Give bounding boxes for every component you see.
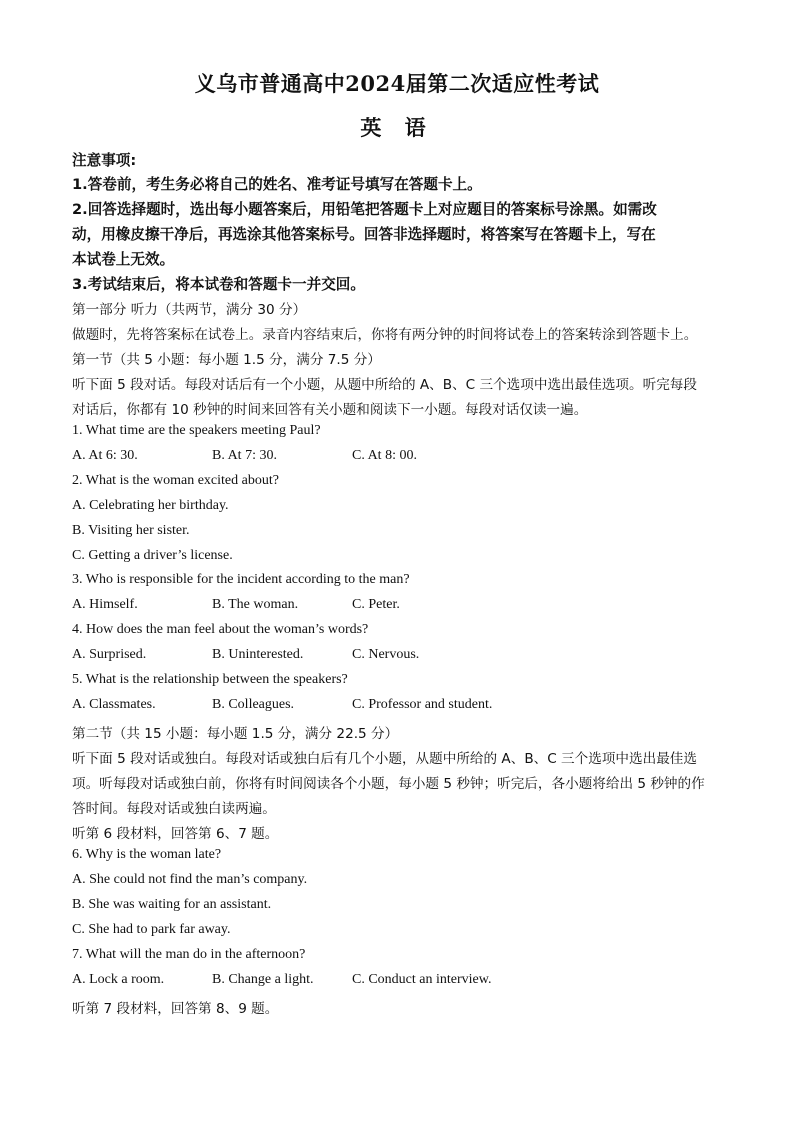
question-1-option-a: A. At 6: 30. <box>72 448 138 463</box>
question-1-option-b: B. At 7: 30. <box>212 448 277 463</box>
material-7-note: 听第 7 段材料，回答第 8、9 题。 <box>72 1001 279 1017</box>
question-4-option-a: A. Surprised. <box>72 647 147 662</box>
question-4-option-c: C. Nervous. <box>352 647 420 662</box>
section1-instruction: 听下面 5 段对话。每段对话后有一个小题，从题中所给的 A、B、C 三个选项中选出最佳选项。听完每段 <box>72 377 697 393</box>
question-6-option-a: A. She could not find the man’s company. <box>72 872 308 887</box>
notice-item: 3.考试结束后，将本试卷和答题卡一并交回。 <box>72 276 365 293</box>
question-5-option-a: A. Classmates. <box>72 697 156 712</box>
question-5-option-c: C. Professor and student. <box>352 697 493 712</box>
section2-instruction: 听下面 5 段对话或独白。每段对话或独白后有几个小题，从题中所给的 A、B、C 三个选项中选出最佳选 <box>72 751 697 767</box>
question-7-option-c: C. Conduct an interview. <box>352 972 492 987</box>
notice-item: 2.回答选择题时，选出每小题答案后，用铅笔把答题卡上对应题目的答案标号涂黑。如需改 <box>72 201 657 218</box>
section2-instruction: 项。听每段对话或独白前，你将有时间阅读各个小题，每小题 5 秒钟；听完后，各小题将给出 5 秒钟的作 <box>72 776 705 792</box>
material-6-note: 听第 6 段材料，回答第 6、7 题。 <box>72 826 279 842</box>
question-4-stem: 4. How does the man feel about the woman’s words? <box>72 622 369 637</box>
question-7-stem: 7. What will the man do in the afternoon? <box>72 947 306 962</box>
question-5-stem: 5. What is the relationship between the speakers? <box>72 672 348 687</box>
question-3-option-b: B. The woman. <box>212 597 299 612</box>
notice-item: 1.答卷前，考生务必将自己的姓名、准考证号填写在答题卡上。 <box>72 176 482 193</box>
section1-heading: 第一节（共 5 小题：每小题 1.5 分，满分 7.5 分） <box>72 352 381 368</box>
question-3-option-a: A. Himself. <box>72 597 138 612</box>
question-2-option-b: B. Visiting her sister. <box>72 523 190 538</box>
notice-item: 本试卷上无效。 <box>72 251 175 268</box>
question-1-option-c: C. At 8: 00. <box>352 448 417 463</box>
exam-title: 义乌市普通高中2024届第二次适应性考试 <box>194 71 600 96</box>
question-5-option-b: B. Colleagues. <box>212 697 295 712</box>
section1-instruction: 对话后，你都有 10 秒钟的时间来回答有关小题和阅读下一小题。每段对话仅读一遍。 <box>72 402 588 418</box>
question-4-option-b: B. Uninterested. <box>212 647 304 662</box>
notice-heading: 注意事项: <box>72 152 137 169</box>
section2-heading: 第二节（共 15 小题：每小题 1.5 分，满分 22.5 分） <box>72 726 399 742</box>
question-6-option-b: B. She was waiting for an assistant. <box>72 897 272 912</box>
question-7-option-b: B. Change a light. <box>212 972 314 987</box>
section2-instruction: 答时间。每段对话或独白读两遍。 <box>72 801 276 817</box>
notice-item: 动，用橡皮擦干净后，再选涂其他答案标号。回答非选择题时，将答案写在答题卡上，写在 <box>72 226 656 243</box>
part1-intro: 做题时，先将答案标在试卷上。录音内容结束后，你将有两分钟的时间将试卷上的答案转涂到答题卡上。 <box>72 327 698 343</box>
question-6-stem: 6. Why is the woman late? <box>72 847 222 862</box>
question-7-option-a: A. Lock a room. <box>72 972 165 987</box>
question-6-option-c: C. She had to park far away. <box>72 922 231 937</box>
subject-title: 英 语 <box>360 115 434 140</box>
question-2-stem: 2. What is the woman excited about? <box>72 473 279 488</box>
question-3-stem: 3. Who is responsible for the incident according to the man? <box>72 572 410 587</box>
question-3-option-c: C. Peter. <box>352 597 400 612</box>
question-1-stem: 1. What time are the speakers meeting Paul? <box>72 423 321 438</box>
question-2-option-c: C. Getting a driver’s license. <box>72 548 233 563</box>
part1-heading: 第一部分 听力（共两节，满分 30 分） <box>72 302 307 318</box>
question-2-option-a: A. Celebrating her birthday. <box>72 498 229 513</box>
